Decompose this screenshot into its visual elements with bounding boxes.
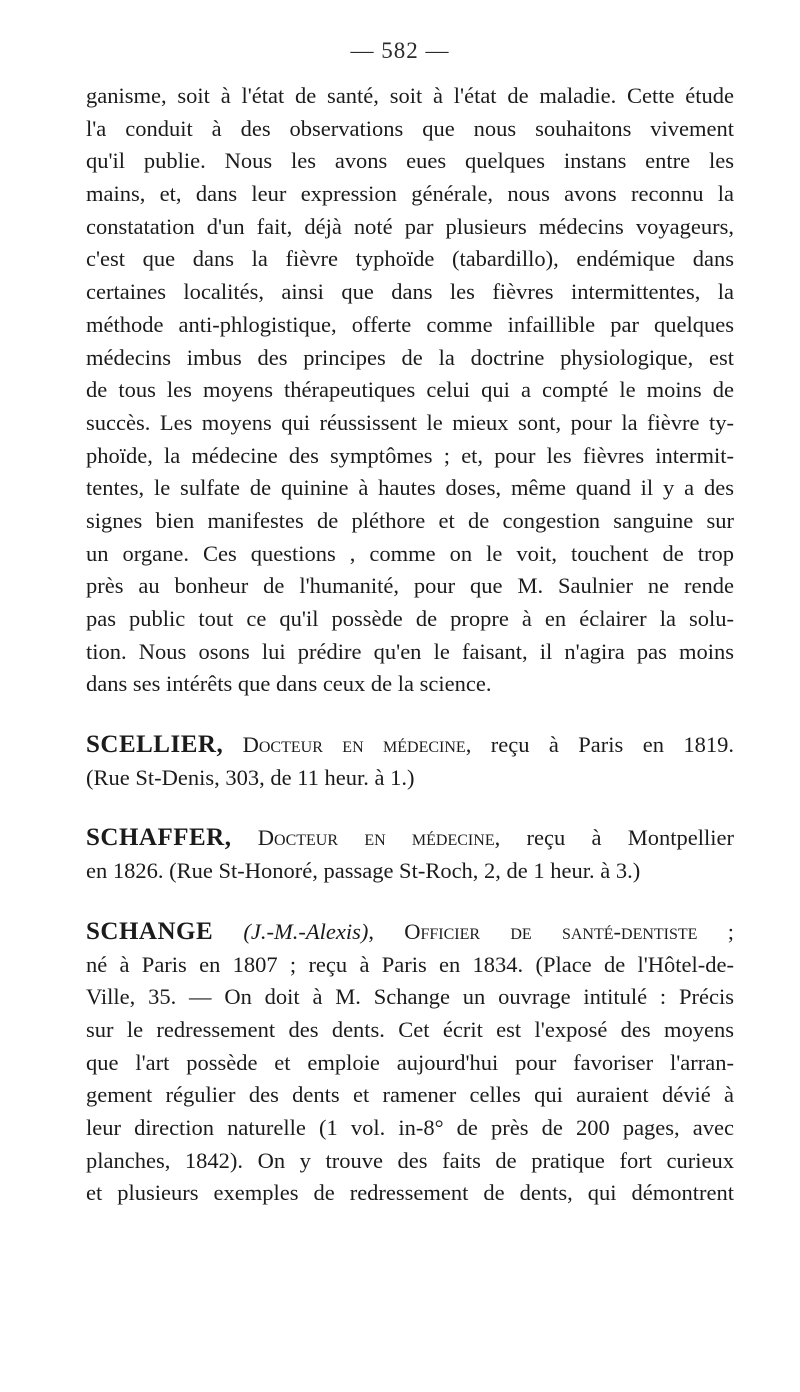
entry-line: en 1826. (Rue St-Honoré, passage St-Roch, 2, de 1 heur. à 3.) <box>86 858 641 884</box>
paragraph-line: signes bien manifestes de pléthore et de congestion sanguine sur <box>86 507 734 533</box>
entry-line: leur direction naturelle (1 vol. in-8° de près de 200 pages, avec <box>86 1114 734 1140</box>
entry-heading-line <box>86 916 734 949</box>
paragraph-line: c'est que dans la fièvre typhoïde (tabardillo), endémique dans <box>86 246 734 272</box>
paragraph-line: mains, et, dans leur expression générale, nous avons reconnu la <box>86 181 734 207</box>
saulnier-paragraph <box>86 80 734 701</box>
entry-heading-rest: , reçu à Paris en 1819. <box>465 732 734 758</box>
entry-title: Docteur en médecine <box>242 732 466 758</box>
entry-given-names: (J.-M.-Alexis) <box>243 918 369 944</box>
entry-heading-line <box>86 822 734 855</box>
entry-line: et plusieurs exemples de redressement de dents, qui démontrent <box>86 1180 734 1206</box>
entry-scellier <box>86 729 734 794</box>
entry-name: SCELLIER, <box>86 731 224 759</box>
entry-line: né à Paris en 1807 ; reçu à Paris en 1834. (Place de l'Hôtel-de- <box>86 951 734 977</box>
paragraph-line: pas public tout ce qu'il possède de propre à en éclairer la solu- <box>86 606 734 631</box>
paragraph-line: dans ses intérêts que dans ceux de la science. <box>86 671 492 697</box>
entry-schange <box>86 916 734 1210</box>
entry-heading-rest: , reçu à Montpellier <box>494 825 735 851</box>
entry-title: Docteur en médecine <box>257 825 495 851</box>
paragraph-line: tentes, le sulfate de quinine à hautes doses, même quand il y a des <box>86 475 734 501</box>
paragraph-line: près au bonheur de l'humanité, pour que M. Saulnier ne rende <box>86 573 734 599</box>
entry-heading-line <box>86 729 734 762</box>
paragraph-line: certaines localités, ainsi que dans les fièvres intermittentes, la <box>86 279 734 305</box>
paragraph-line: ganisme, soit à l'état de santé, soit à l'état de maladie. Cette étude <box>86 83 734 108</box>
entry-line: gement régulier des dents et ramener celles qui auraient dévié à <box>86 1082 734 1108</box>
entry-line: (Rue St-Denis, 303, de 11 heur. à 1.) <box>86 764 415 790</box>
text-column <box>86 80 734 1210</box>
entry-name: SCHAFFER, <box>86 824 232 852</box>
paragraph-line: de tous les moyens thérapeutiques celui qui a compté le moins de <box>86 377 734 403</box>
paragraph-line: qu'il publie. Nous les avons eues quelques instans entre les <box>86 148 734 174</box>
paragraph-line: médecins imbus des principes de la doctrine physiologique, est <box>86 344 734 370</box>
entry-line: Ville, 35. — On doit à M. Schange un ouvrage intitulé : Précis <box>86 984 734 1010</box>
entry-title: , Officier de santé-dentiste ; <box>368 918 734 944</box>
paragraph-line: succès. Les moyens qui réussissent le mieux sont, pour la fièvre ty- <box>86 409 734 435</box>
paragraph-line: méthode anti-phlogistique, offerte comme infaillible par quelques <box>86 311 734 337</box>
paragraph-line: un organe. Ces questions , comme on le voit, touchent de trop <box>86 540 734 566</box>
entry-line: sur le redressement des dents. Cet écrit est l'exposé des moyens <box>86 1016 734 1042</box>
paragraph-line: constatation d'un fait, déjà noté par plusieurs médecins voyageurs, <box>86 213 734 239</box>
paragraph-line: tion. Nous osons lui prédire qu'en le faisant, il n'agira pas moins <box>86 638 734 664</box>
paragraph-line: phoïde, la médecine des symptômes ; et, pour les fièvres intermit- <box>86 442 734 468</box>
page-number: — 582 — <box>350 38 450 63</box>
entry-name: SCHANGE <box>86 917 214 945</box>
entry-line: que l'art possède et emploie aujourd'hui pour favoriser l'arran- <box>86 1049 734 1075</box>
entry-line: planches, 1842). On y trouve des faits de pratique fort curieux <box>86 1147 734 1173</box>
paragraph-line: l'a conduit à des observations que nous souhaitons vivement <box>86 115 734 141</box>
entry-schaffer <box>86 822 734 887</box>
